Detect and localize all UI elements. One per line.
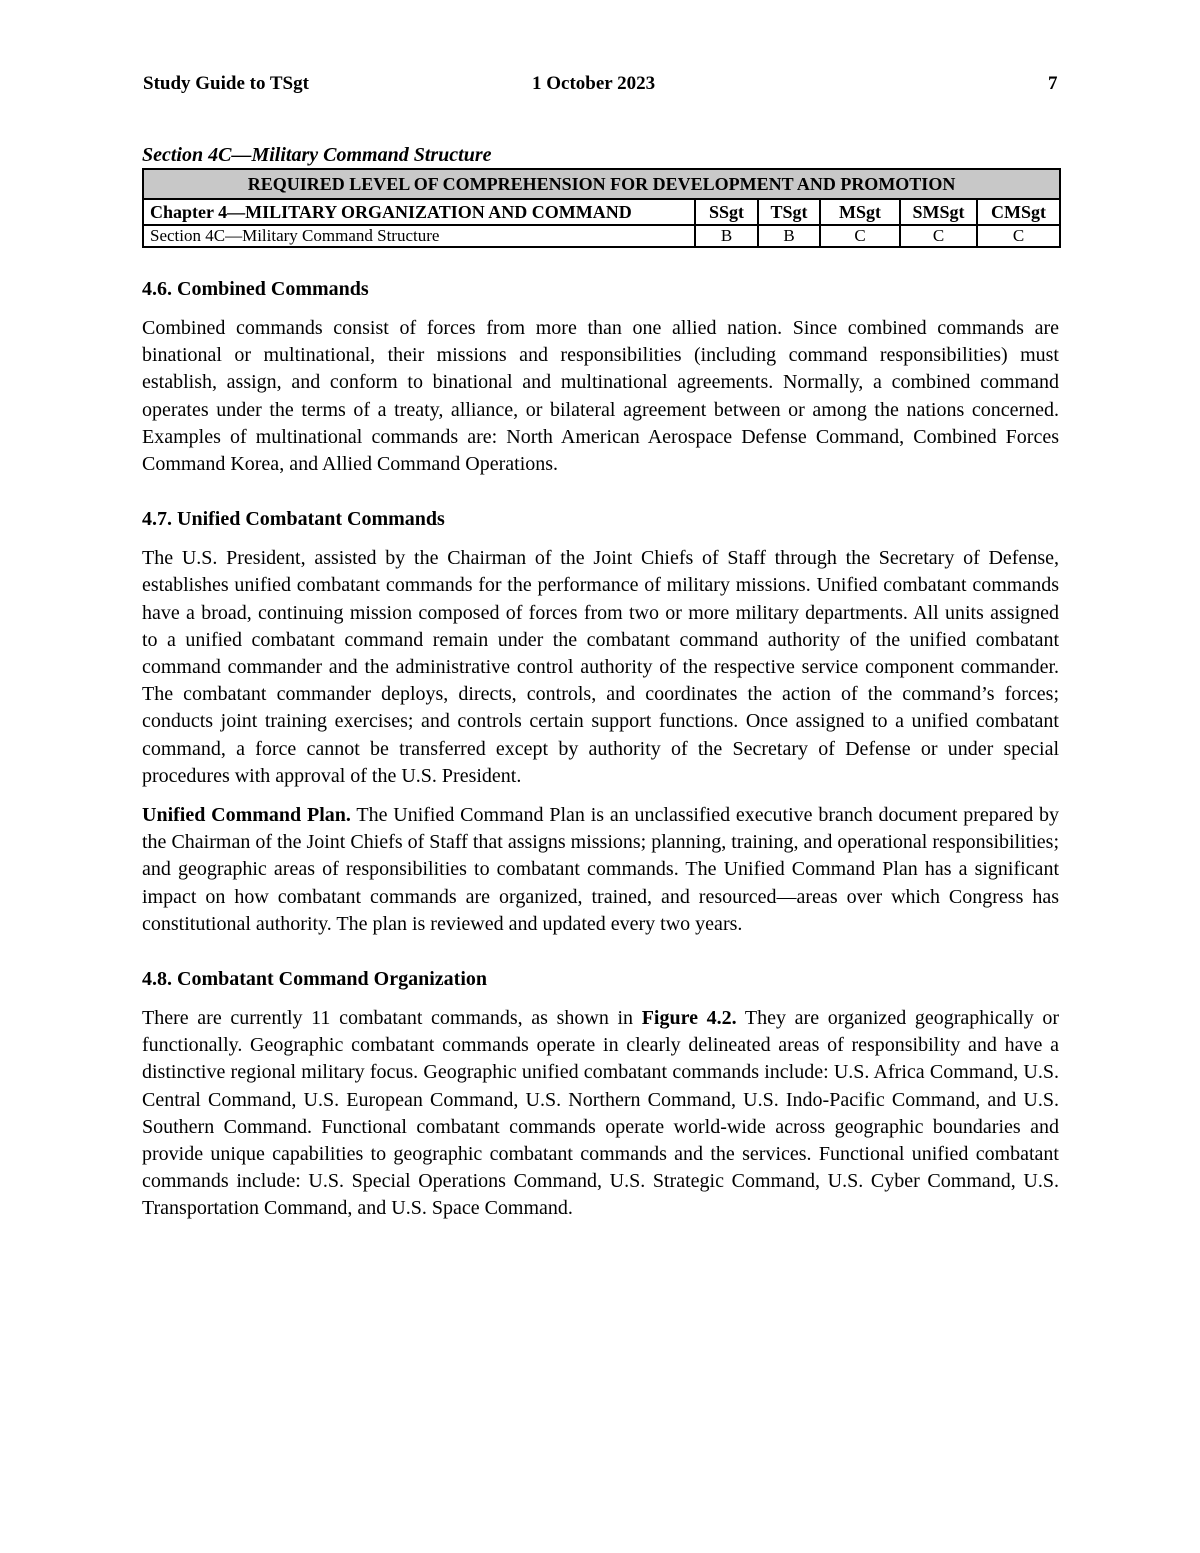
ucp-lead-term: Unified Command Plan.: [142, 804, 351, 827]
running-header-date: 1 October 2023: [532, 73, 656, 94]
ucp-text: The Unified Command Plan is an unclassified executive branch document prepared by the Chairman of the Joint Chiefs of Staff that assigns missions; planning, training, and operational responsibilities; and geographic areas of responsibilities to combatant commands. The Unified Command Plan has a significant impact on how combatant commands are organized, trained, and resourced—areas over which Congress has constitutional authority. The plan is reviewed and updated every two years.: [142, 804, 1060, 935]
section-title: Section 4C—Military Command Structure: [142, 144, 492, 166]
rank-header-msgt: MSgt: [820, 199, 900, 225]
heading-4-7: 4.7. Unified Combatant Commands: [142, 508, 445, 531]
heading-4-8: 4.8. Combatant Command Organization: [142, 968, 488, 991]
p48-text-after: They are organized geographically or functionally. Geographic combatant commands operate in clearly delineated areas of responsibility and have a distinctive regional military focus. Geographic unified combatant commands include: U.S. Africa Command, U.S. Central Command, U.S. European Command, U.S. Northern Command, U.S. Indo-Pacific Command, and U.S. Southern Command. Functional combatant commands operate world-wide across geographic boundaries and provide unique capabilities to geographic combatant commands and the services. Functional unified combatant commands include: U.S. Special Operations Command, U.S. Strategic Command, U.S. Cyber Command, U.S. Transportation Command, and U.S. Space Command.: [142, 1007, 1059, 1220]
level-ssgt: B: [695, 225, 758, 247]
level-cmsgt: C: [977, 225, 1060, 247]
table-header-row: [143, 199, 1060, 225]
level-smsgt: C: [900, 225, 977, 247]
rank-header-ssgt: SSgt: [695, 199, 758, 225]
chapter-header: Chapter 4—MILITARY ORGANIZATION AND COMMAND: [143, 199, 695, 225]
rank-header-smsgt: SMSgt: [900, 199, 977, 225]
rank-header-cmsgt: CMSgt: [977, 199, 1060, 225]
comprehension-table: [142, 168, 1061, 248]
row-label: Section 4C—Military Command Structure: [143, 225, 695, 247]
paragraph-4-7: The U.S. President, assisted by the Chairman of the Joint Chiefs of Staff through the Secretary of Defense, establishes unified combatant commands for the performance of military missions. Unified combatant commands have a broad, continuing mission composed of forces from two or more military departments. All units assigned to a unified combatant command remain under the combatant command authority of the unified combatant command commander and the administrative control authority of the respective service component commander. The combatant commander deploys, directs, controls, and coordinates the action of the command’s forces; conducts joint training exercises; and controls certain support functions. Once assigned to a unified combatant command, a force cannot be transferred except by authority of the Secretary of Defense or under special procedures with approval of the U.S. President.: [142, 547, 1059, 787]
paragraph-4-8: [142, 1005, 1059, 1223]
table-banner: REQUIRED LEVEL OF COMPREHENSION FOR DEVELOPMENT AND PROMOTION: [143, 169, 1060, 199]
running-header-title: Study Guide to TSgt: [143, 73, 309, 94]
figure-reference: Figure 4.2.: [641, 1007, 737, 1030]
rank-header-tsgt: TSgt: [758, 199, 820, 225]
table-banner-row: [143, 169, 1060, 199]
level-tsgt: B: [758, 225, 820, 247]
page-content: [142, 143, 1059, 1223]
level-msgt: C: [820, 225, 900, 247]
page-number: 7: [1048, 73, 1058, 94]
p48-text-before: There are currently 11 combatant commands, as shown in: [142, 1007, 642, 1030]
table-row: [143, 225, 1060, 247]
paragraph-4-6: Combined commands consist of forces from more than one allied nation. Since combined commands are binational or multinational, their missions and responsibilities (including command responsibilities) must establish, assign, and conform to binational and multinational agreements. Normally, a combined command operates under the terms of a treaty, alliance, or bilateral agreement between or among the nations concerned. Examples of multinational commands are: North American Aerospace Defense Command, Combined Forces Command Korea, and Allied Command Operations.: [142, 317, 1059, 476]
heading-4-6: 4.6. Combined Commands: [142, 278, 369, 300]
paragraph-unified-command-plan: [142, 802, 1059, 938]
